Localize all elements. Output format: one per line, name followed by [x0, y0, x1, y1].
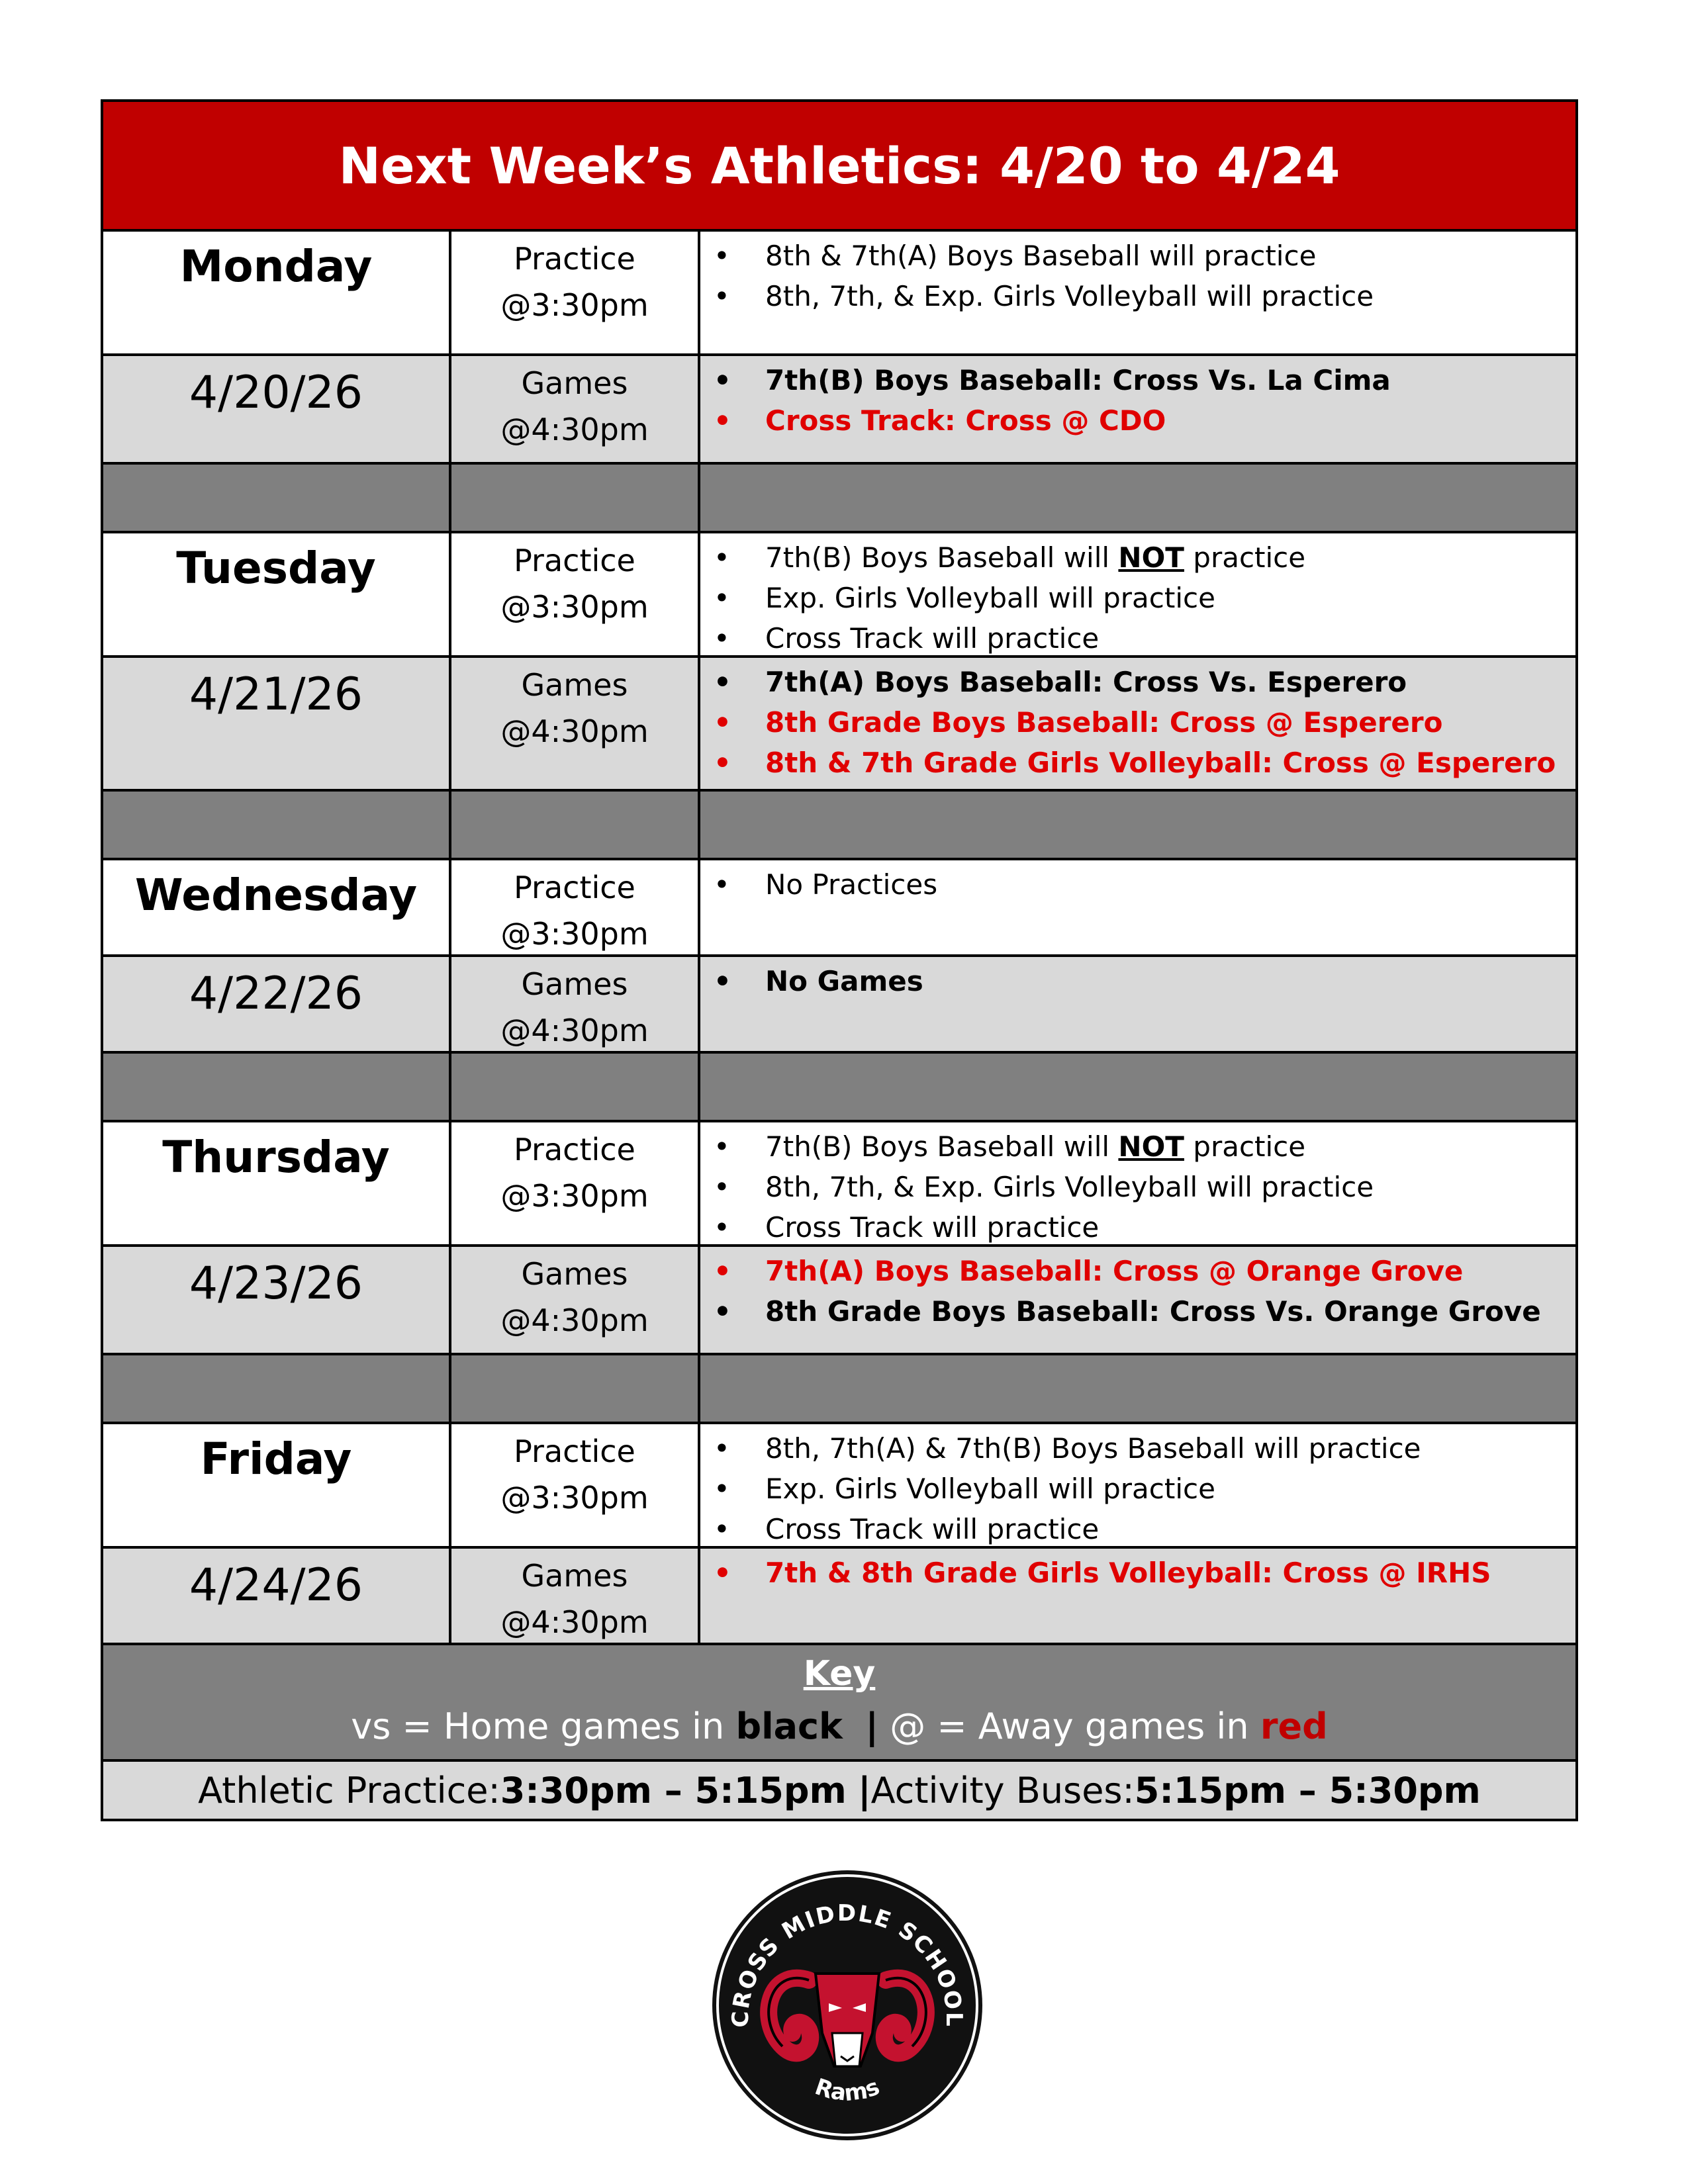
- practice-list: [700, 1126, 1575, 1248]
- list-item: • Exp. Girls Volleyball will practice: [700, 578, 1575, 618]
- day-games-row: [103, 1247, 1575, 1355]
- home-game-item: • 7th(A) Boys Baseball: Cross Vs. Esperero: [700, 662, 1575, 702]
- day-name: Monday: [179, 241, 373, 292]
- away-game-item: • 7th(A) Boys Baseball: Cross @ Orange Grove: [700, 1251, 1575, 1291]
- practice-list: [700, 864, 1575, 905]
- key-title: Key: [803, 1654, 876, 1694]
- list-item: • Exp. Girls Volleyball will practice: [700, 1469, 1575, 1509]
- list-item: • 8th, 7th, & Exp. Girls Volleyball will practice: [700, 276, 1575, 316]
- away-game-item: • Cross Track: Cross @ CDO: [700, 400, 1575, 441]
- day-separator: [103, 792, 1575, 860]
- games-list: [700, 360, 1575, 441]
- practice-time-cell: Practice @3:30pm: [451, 1122, 700, 1244]
- day-games-row: [103, 1549, 1575, 1645]
- games-list: [700, 1553, 1575, 1593]
- list-item: • Cross Track will practice: [700, 1509, 1575, 1549]
- practice-time-cell: Practice @3:30pm: [451, 232, 700, 353]
- day-practice-row: [103, 1424, 1575, 1549]
- list-item: • No Practices: [700, 864, 1575, 905]
- day-separator: [103, 1355, 1575, 1424]
- away-game-item: • 7th & 8th Grade Girls Volleyball: Cross @ IRHS: [700, 1553, 1575, 1593]
- list-item: • Cross Track will practice: [700, 1207, 1575, 1248]
- list-item: • No Games: [700, 961, 1575, 1001]
- games-list: [700, 1251, 1575, 1332]
- list-item: • 7th(B) Boys Baseball will NOT practice: [700, 1126, 1575, 1167]
- day-practice-row: [103, 1122, 1575, 1247]
- games-time-cell: Games @4:30pm: [451, 658, 700, 789]
- away-game-item: • 8th Grade Boys Baseball: Cross @ Esperero: [700, 702, 1575, 743]
- list-item: • 7th(B) Boys Baseball will NOT practice: [700, 537, 1575, 578]
- practice-time-cell: Practice @3:30pm: [451, 1424, 700, 1546]
- games-list: [700, 662, 1575, 783]
- games-list: [700, 961, 1575, 1001]
- list-item: • Cross Track will practice: [700, 618, 1575, 659]
- day-separator: [103, 1054, 1575, 1122]
- list-item: • 8th, 7th(A) & 7th(B) Boys Baseball will practice: [700, 1428, 1575, 1469]
- day-name: Thursday: [162, 1132, 390, 1183]
- day-name: Friday: [200, 1433, 352, 1484]
- day-separator: [103, 465, 1575, 533]
- schedule-title: Next Week’s Athletics: 4/20 to 4/24: [103, 102, 1575, 232]
- games-time-cell: Games @4:30pm: [451, 957, 700, 1051]
- list-item: • 8th, 7th, & Exp. Girls Volleyball will practice: [700, 1167, 1575, 1207]
- day-practice-row: [103, 533, 1575, 658]
- day-date: 4/20/26: [189, 367, 363, 419]
- legend-key: [103, 1645, 1575, 1762]
- key-description: vs = Home games in black | @ = Away games in red: [351, 1706, 1328, 1747]
- home-game-item: • 7th(B) Boys Baseball: Cross Vs. La Cima: [700, 360, 1575, 400]
- day-games-row: [103, 356, 1575, 465]
- day-date: 4/24/26: [189, 1559, 363, 1612]
- practice-list: [700, 236, 1575, 316]
- practice-list: [700, 537, 1575, 659]
- games-time-cell: Games @4:30pm: [451, 1247, 700, 1353]
- svg-text:CROSS MIDDLE SCHOOL: CROSS MIDDLE SCHOOL: [727, 1899, 968, 2028]
- practice-time-cell: Practice @3:30pm: [451, 533, 700, 655]
- day-games-row: [103, 957, 1575, 1054]
- day-practice-row: [103, 232, 1575, 356]
- day-date: 4/21/26: [189, 668, 363, 721]
- day-name: Wednesday: [134, 870, 418, 921]
- list-item: • 8th & 7th(A) Boys Baseball will practice: [700, 236, 1575, 276]
- athletics-schedule-table: [101, 99, 1578, 1821]
- hours-footer: Athletic Practice: 3:30pm – 5:15pm | Activity Buses: 5:15pm – 5:30pm: [103, 1762, 1575, 1819]
- day-name: Tuesday: [176, 543, 376, 594]
- practice-time-cell: Practice @3:30pm: [451, 860, 700, 954]
- svg-text:Rams: Rams: [812, 2073, 884, 2107]
- games-time-cell: Games @4:30pm: [451, 356, 700, 462]
- day-date: 4/23/26: [189, 1257, 363, 1310]
- day-practice-row: [103, 860, 1575, 957]
- away-game-item: • 8th & 7th Grade Girls Volleyball: Cross @ Esperero: [700, 743, 1575, 783]
- school-logo: [710, 1868, 985, 2143]
- home-game-item: • 8th Grade Boys Baseball: Cross Vs. Orange Grove: [700, 1291, 1575, 1332]
- day-games-row: [103, 658, 1575, 792]
- day-date: 4/22/26: [189, 968, 363, 1020]
- practice-list: [700, 1428, 1575, 1549]
- games-time-cell: Games @4:30pm: [451, 1549, 700, 1643]
